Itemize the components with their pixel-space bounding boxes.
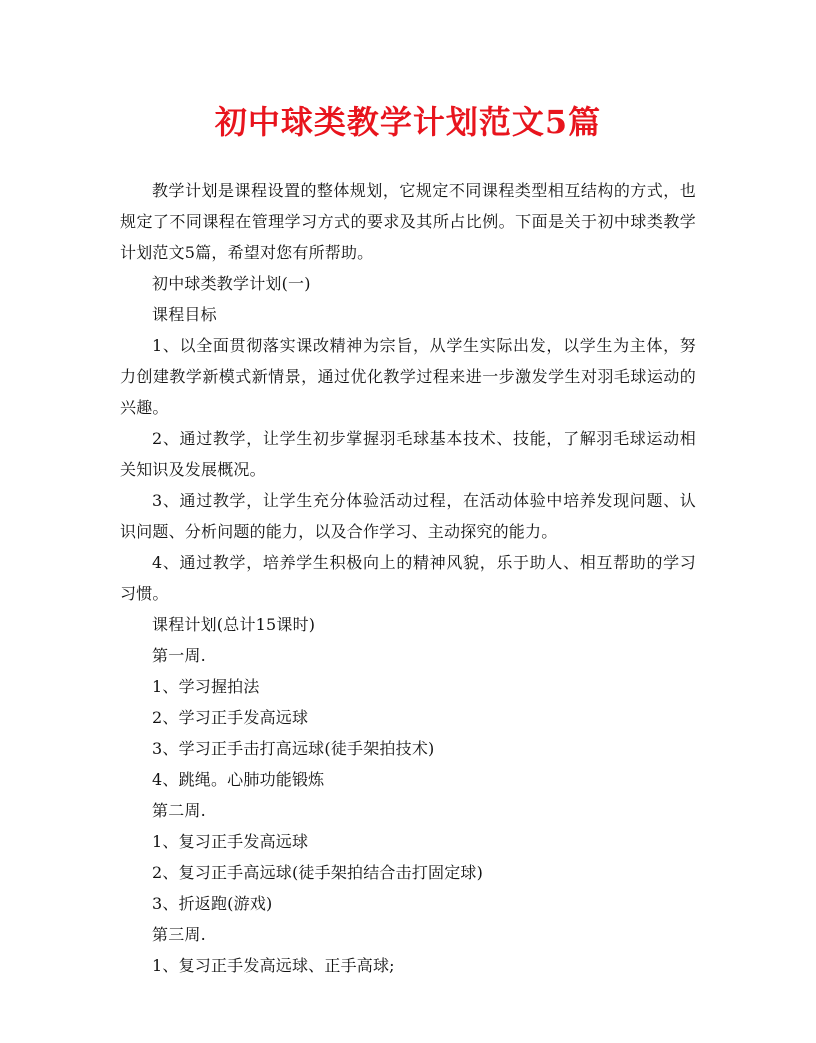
week-heading: 第二周. bbox=[152, 801, 206, 820]
goal-item: 4、通过教学，培养学生积极向上的精神风貌，乐于助人、相互帮助的学习习惯。 bbox=[120, 553, 696, 603]
plan-item: 1、复习正手发高远球 bbox=[152, 832, 309, 851]
intro-paragraph: 教学计划是课程设置的整体规划，它规定不同课程类型相互结构的方式，也规定了不同课程在管理学习方式的要求及其所占比例。下面是关于初中球类教学计划范文5篇，希望对您有所帮助。 bbox=[120, 181, 696, 262]
plan-item: 3、学习正手击打高远球(徒手架拍技术) bbox=[152, 739, 435, 758]
goal-item: 3、通过教学，让学生充分体验活动过程，在活动体验中培养发现问题、认识问题、分析问题的能力，以及合作学习、主动探究的能力。 bbox=[120, 491, 696, 541]
goal-item: 2、通过教学，让学生初步掌握羽毛球基本技术、技能，了解羽毛球运动相关知识及发展概况。 bbox=[120, 429, 696, 479]
section-heading: 初中球类教学计划(一) bbox=[152, 274, 311, 293]
plan-item: 3、折返跑(游戏) bbox=[152, 894, 273, 913]
plan-item: 4、跳绳。心肺功能锻炼 bbox=[152, 770, 325, 789]
goal-item: 1、以全面贯彻落实课改精神为宗旨，从学生实际出发，以学生为主体，努力创建教学新模式新情景，通过优化教学过程来进一步激发学生对羽毛球运动的兴趣。 bbox=[120, 336, 696, 417]
subsection-heading: 课程目标 bbox=[152, 305, 217, 324]
plan-item: 1、学习握拍法 bbox=[152, 677, 260, 696]
plan-item: 2、学习正手发高远球 bbox=[152, 708, 309, 727]
week-heading: 第一周. bbox=[152, 646, 206, 665]
plan-item: 2、复习正手高远球(徒手架拍结合击打固定球) bbox=[152, 863, 484, 882]
week-heading: 第三周. bbox=[152, 925, 206, 944]
document-body bbox=[120, 175, 696, 981]
subsection-heading: 课程计划(总计15课时) bbox=[152, 615, 316, 634]
plan-item: 1、复习正手发高远球、正手高球; bbox=[152, 956, 395, 975]
document-title: 初中球类教学计划范文5篇 bbox=[214, 103, 602, 141]
